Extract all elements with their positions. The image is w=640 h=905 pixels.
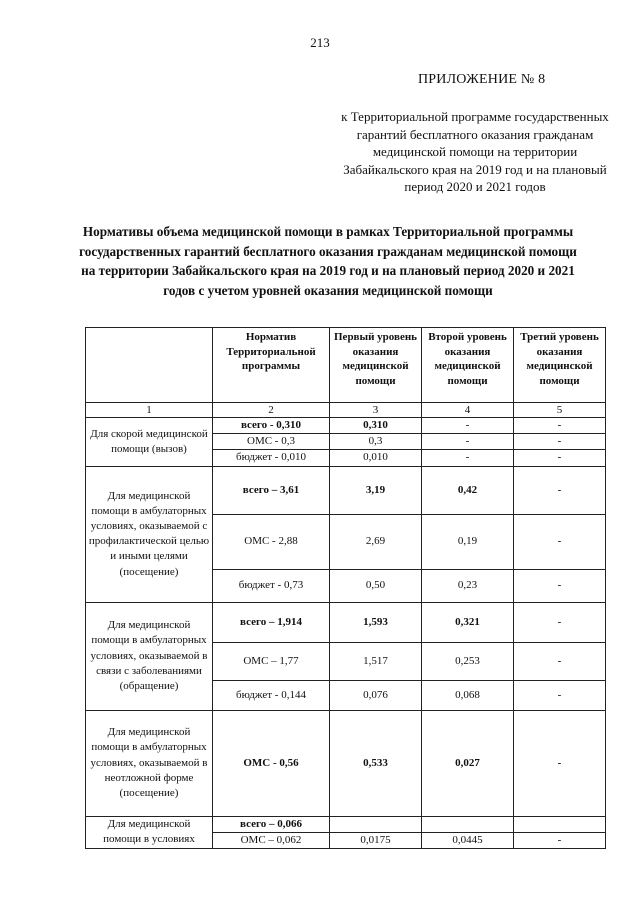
cell-level-2: 0,253	[422, 642, 514, 680]
cell-level-1: 1,593	[330, 602, 422, 642]
cell-level-1: 3,19	[330, 466, 422, 514]
cell-level-3: -	[514, 602, 606, 642]
cell-level-3: -	[514, 569, 606, 602]
appendix-subtitle: к Территориальной программе государственных гарантий бесплатного оказания гражданам медицинской помощи на территории Забайкальского края на 2019 год и на плановый период 2020 и 2021 годов	[341, 109, 609, 194]
cell-level-2: 0,42	[422, 466, 514, 514]
cell-norm: ОМС – 0,062	[213, 832, 330, 848]
cell-level-1: 0,50	[330, 569, 422, 602]
cell-norm: ОМС - 0,3	[213, 434, 330, 450]
header-norm: Норматив Территориальной программы	[213, 328, 330, 403]
row-label-emergency: Для скорой медицинской помощи (вызов)	[86, 418, 213, 467]
cell-norm: ОМС - 0,56	[213, 710, 330, 816]
header-level-2: Второй уровень оказания медицинской помощи	[422, 328, 514, 403]
table-row	[86, 466, 606, 514]
page-number: 213	[310, 35, 330, 50]
cell-level-3: -	[514, 642, 606, 680]
cell-level-3: -	[514, 514, 606, 569]
table-row	[86, 816, 606, 832]
header-level-3: Третий уровень оказания медицинской помощи	[514, 328, 606, 403]
cell-level-3: -	[514, 710, 606, 816]
cell-level-3: -	[514, 450, 606, 466]
cell-norm: всего – 0,066	[213, 816, 330, 832]
cell-level-3: -	[514, 832, 606, 848]
cell-level-1: 1,517	[330, 642, 422, 680]
table-row	[86, 418, 606, 434]
cell-norm: всего – 1,914	[213, 602, 330, 642]
cell-level-2: 0,321	[422, 602, 514, 642]
cell-level-1: 0,310	[330, 418, 422, 434]
appendix-title: ПРИЛОЖЕНИЕ № 8	[418, 72, 546, 87]
row-label-outpatient-disease: Для медицинской помощи в амбулаторных условиях, оказываемой в связи с заболеваниями (обращение)	[86, 602, 213, 710]
column-number-row	[86, 403, 606, 418]
row-label-conditions: Для медицинской помощи в условиях	[86, 816, 213, 848]
cell-level-2: -	[422, 418, 514, 434]
cell-level-2: 0,19	[422, 514, 514, 569]
cell-level-1	[330, 816, 422, 832]
cell-norm: бюджет - 0,010	[213, 450, 330, 466]
row-label-outpatient-urgent: Для медицинской помощи в амбулаторных условиях, оказываемой в неотложной форме (посещение)	[86, 710, 213, 816]
cell-level-1: 0,010	[330, 450, 422, 466]
cell-norm: бюджет - 0,144	[213, 680, 330, 710]
cell-level-2	[422, 816, 514, 832]
cell-norm: бюджет - 0,73	[213, 569, 330, 602]
column-number: 2	[213, 403, 330, 418]
cell-level-2: 0,23	[422, 569, 514, 602]
column-number: 1	[86, 403, 213, 418]
cell-level-3	[514, 816, 606, 832]
cell-level-1: 0,533	[330, 710, 422, 816]
cell-level-2: 0,027	[422, 710, 514, 816]
norms-table	[85, 327, 606, 849]
table-header-row	[86, 328, 606, 403]
cell-level-2: 0,068	[422, 680, 514, 710]
cell-level-3: -	[514, 466, 606, 514]
document-title: Нормативы объема медицинской помощи в рамках Территориальной программы государственных гарантий бесплатного оказания гражданам медицинской помощи на территории Забайкальского края на 2019 год и на плановый период 2020 и 2021 годов с учетом уровней оказания медицинской помощи	[79, 224, 577, 298]
column-number: 4	[422, 403, 514, 418]
header-level-1: Первый уровень оказания медицинской помощи	[330, 328, 422, 403]
table-row	[86, 602, 606, 642]
cell-level-3: -	[514, 680, 606, 710]
row-label-outpatient-preventive: Для медицинской помощи в амбулаторных условиях, оказываемой с профилактической целью и иными целями (посещение)	[86, 466, 213, 602]
cell-norm: всего - 0,310	[213, 418, 330, 434]
cell-level-1: 0,0175	[330, 832, 422, 848]
cell-norm: ОМС – 1,77	[213, 642, 330, 680]
cell-level-2: -	[422, 434, 514, 450]
column-number: 3	[330, 403, 422, 418]
cell-level-1: 2,69	[330, 514, 422, 569]
table-row	[86, 710, 606, 816]
cell-level-3: -	[514, 418, 606, 434]
cell-norm: ОМС - 2,88	[213, 514, 330, 569]
cell-level-1: 0,3	[330, 434, 422, 450]
cell-norm: всего – 3,61	[213, 466, 330, 514]
cell-level-1: 0,076	[330, 680, 422, 710]
header-cell-empty	[86, 328, 213, 403]
column-number: 5	[514, 403, 606, 418]
cell-level-2: 0,0445	[422, 832, 514, 848]
cell-level-3: -	[514, 434, 606, 450]
cell-level-2: -	[422, 450, 514, 466]
